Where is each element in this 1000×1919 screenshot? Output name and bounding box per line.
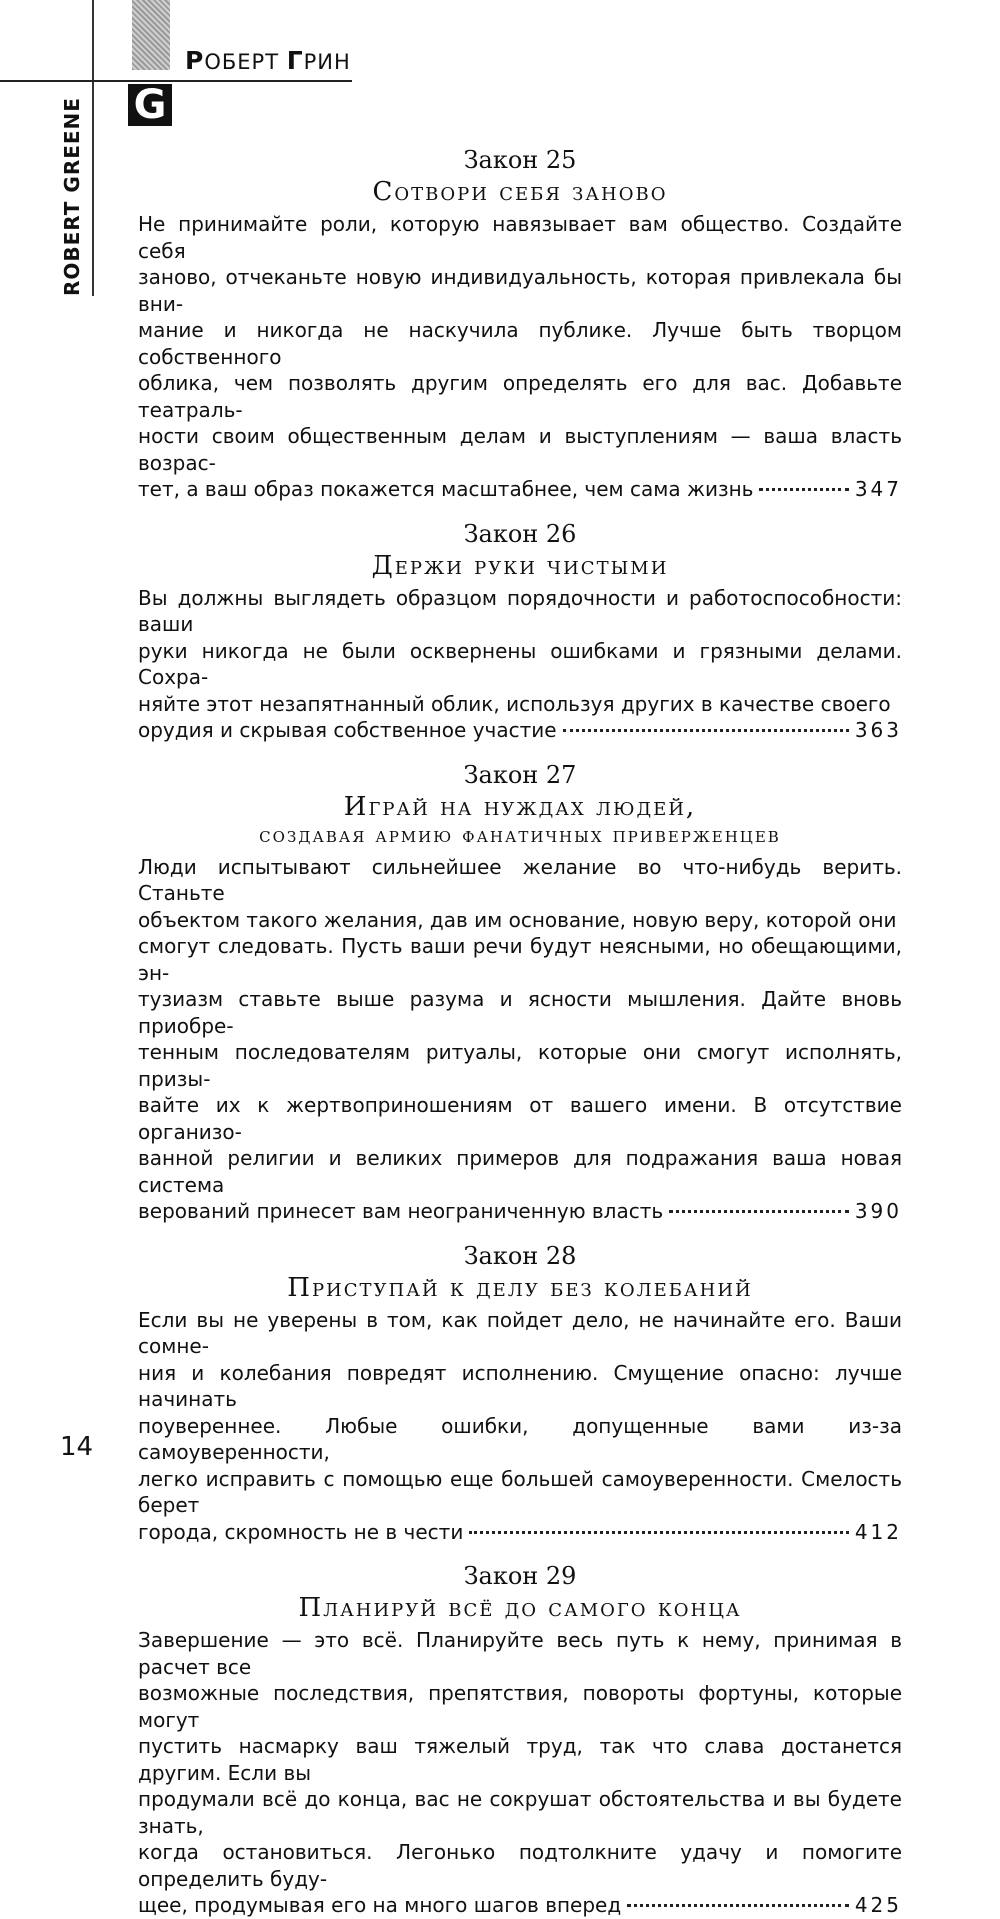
running-head [185, 46, 351, 75]
law-last-line [138, 717, 902, 744]
law-entry [138, 145, 902, 503]
page-reference[interactable]: 425 [854, 1893, 902, 1917]
law-line: смогут следовать. Пусть ваши речи будут неясными, но обещающими, эн- [138, 934, 902, 985]
law-last-line [138, 476, 902, 503]
law-title [138, 551, 902, 581]
law-text [138, 585, 902, 718]
law-line: руки никогда не были осквернены ошибками и грязными делами. Сохра- [138, 638, 902, 689]
law-number: Закон 29 [463, 1562, 577, 1590]
dot-leader [563, 729, 849, 732]
running-head-initial-1: Р [185, 46, 205, 75]
law-line: города, скромность не в чести [138, 1519, 464, 1544]
law-line: вайте их к жертвоприношениям от вашего имени. В отсутствие организо- [138, 1093, 902, 1144]
law-entry [138, 760, 902, 1225]
law-line: орудия и скрывая собственное участие [138, 718, 557, 742]
dot-leader [627, 1904, 849, 1907]
law-line: ности своим общественным делам и выступлениям — ваша власть возрас- [138, 424, 902, 475]
page-reference[interactable]: 390 [854, 1199, 902, 1223]
law-line: объектом такого желания, дав им основание, новую веру, которой они [138, 907, 897, 932]
page-reference[interactable]: 347 [854, 477, 902, 501]
law-line: Люди испытывают сильнейшее желание во что-нибудь верить. Станьте [138, 854, 902, 905]
law-title-text: Играй на нуждах людей, [343, 791, 697, 822]
law-text [138, 1627, 902, 1892]
law-title-text: Сотвори себя заново [372, 177, 668, 207]
dot-leader [759, 488, 848, 491]
running-head-rest-1: ОБЕРТ [204, 50, 287, 74]
law-line: когда остановиться. Легонько подтолкните удачу и помогите определить буду- [138, 1840, 902, 1891]
law-title [138, 1273, 902, 1303]
law-line: мание и никогда не наскучила публике. Лучше быть творцом собственного [138, 318, 902, 369]
law-line: Не принимайте роли, которую навязывает вам общество. Создайте себя [138, 212, 902, 263]
law-line: верований принесет вам неограниченную власть [138, 1199, 664, 1223]
law-line: ванной религии и великих примеров для подражания ваша новая система [138, 1146, 902, 1197]
side-author-name: ROBERT GREENE [60, 97, 84, 296]
law-number: Закон 25 [463, 146, 577, 174]
law-line: щее, продумывая его на много шагов вперед [138, 1893, 622, 1917]
law-title-text: Приступай к делу без колебаний [287, 1272, 753, 1303]
law-text [138, 1307, 902, 1519]
law-number: Закон 27 [463, 760, 577, 789]
law-title [138, 177, 902, 207]
law-last-line [138, 1892, 902, 1919]
law-line: тет, а ваш образ покажется масштабнее, чем сама жизнь [138, 477, 754, 501]
header-rule [0, 80, 352, 82]
law-line: пустить насмарку ваш тяжелый труд, так что слава достанется другим. Если вы [138, 1734, 902, 1785]
page-reference[interactable]: 363 [854, 718, 902, 742]
law-line: тузиазм ставьте выше разума и ясности мышления. Дайте вновь приобре- [138, 987, 902, 1038]
dot-leader [469, 1531, 848, 1534]
header-gray-strip [132, 0, 170, 70]
law-last-line [138, 1519, 902, 1546]
law-entry [138, 1241, 902, 1546]
law-entry [138, 519, 902, 744]
dot-leader [669, 1210, 849, 1213]
law-text [138, 211, 902, 476]
law-title [138, 792, 902, 850]
law-title-text: Держи руки чистыми [371, 550, 669, 581]
running-head-rest-2: РИН [303, 50, 351, 74]
law-line: поувереннее. Любые ошибки, допущенные вами из-за самоуверенности, [138, 1413, 902, 1464]
law-number: Закон 28 [463, 1241, 577, 1270]
law-title-text: Планируй всё до самого конца [298, 1593, 742, 1623]
logo-g-icon: G [128, 84, 172, 126]
law-title-subline: создавая армию фанатичных приверженцев [259, 822, 781, 848]
law-line: возможные последствия, препятствия, повороты фортуны, которые могут [138, 1681, 902, 1732]
law-line: Завершение — это всё. Планируйте весь путь к нему, принимая в расчет все [138, 1628, 902, 1679]
law-line: облика, чем позволять другим определять его для вас. Добавьте театраль- [138, 371, 902, 422]
law-line: заново, отчеканьте новую индивидуальность, которая привлекала бы вни- [138, 265, 902, 316]
law-text [138, 854, 902, 1199]
law-line: легко исправить с помощью еще большей самоуверенности. Смелость берет [138, 1466, 902, 1517]
page-reference[interactable]: 412 [854, 1519, 902, 1544]
law-line: Если вы не уверены в том, как пойдет дело, не начинайте его. Ваши сомне- [138, 1307, 902, 1358]
page-number: 14 [60, 1432, 94, 1462]
law-line: ния и колебания повредят исполнению. Смущение опасно: лучше начинать [138, 1360, 902, 1411]
law-line: няйте этот незапятнанный облик, используя других в качестве своего [138, 691, 891, 716]
law-line: продумали всё до конца, вас не сокрушат обстоятельства и вы будете знать, [138, 1787, 902, 1838]
law-title [138, 1593, 902, 1623]
law-line: Вы должны выглядеть образцом порядочности и работоспособности: ваши [138, 585, 902, 636]
law-last-line [138, 1198, 902, 1225]
running-head-initial-2: Г [286, 46, 304, 75]
law-number: Закон 26 [463, 519, 577, 548]
toc-content [138, 145, 902, 1919]
side-rule [92, 0, 94, 296]
law-entry [138, 1561, 902, 1919]
law-line: тенным последователям ритуалы, которые они смогут исполнять, призы- [138, 1040, 902, 1091]
